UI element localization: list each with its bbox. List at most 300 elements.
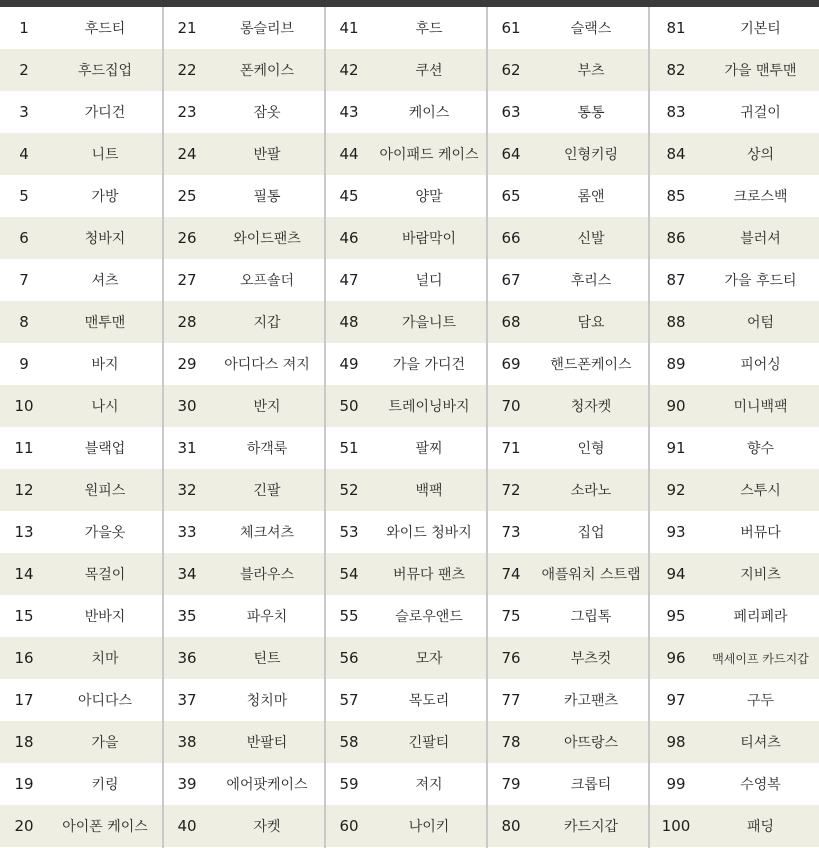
rank-number: 8 [19, 313, 29, 331]
table-row [0, 427, 162, 469]
rank-number: 81 [666, 19, 686, 37]
rank-number: 75 [501, 607, 521, 625]
keyword-label: 아뜨랑스 [563, 735, 619, 751]
rank-number: 37 [177, 691, 197, 709]
table-row [326, 679, 486, 721]
table-row [326, 175, 486, 217]
rank-number: 16 [14, 649, 34, 667]
keyword-label: 바지 [91, 357, 119, 373]
table-row [326, 133, 486, 175]
keyword-label: 틴트 [253, 651, 281, 667]
table-row [326, 427, 486, 469]
table-row [488, 7, 648, 49]
keyword-label: 카고팬츠 [563, 693, 619, 709]
keyword-label: 미니백팩 [733, 399, 788, 415]
keyword-label: 청치마 [246, 693, 288, 709]
keyword-label: 셔츠 [91, 273, 119, 289]
keyword-label: 청자켓 [570, 399, 612, 415]
rank-number: 60 [339, 817, 359, 835]
keyword-label: 긴팔티 [408, 735, 450, 751]
table-row [164, 805, 324, 847]
rank-number: 53 [339, 523, 359, 541]
keyword-label: 그립톡 [570, 609, 612, 625]
rank-number: 79 [501, 775, 521, 793]
rank-number: 52 [339, 481, 359, 499]
table-row [0, 301, 162, 343]
keyword-label: 자켓 [253, 819, 281, 835]
rank-number: 33 [177, 523, 197, 541]
rank-number: 66 [501, 229, 521, 247]
table-row [0, 721, 162, 763]
keyword-label: 나이키 [408, 819, 450, 835]
rank-number: 40 [177, 817, 197, 835]
rank-number: 100 [661, 817, 691, 835]
keyword-label: 후드티 [84, 21, 126, 37]
keyword-label: 후드집업 [77, 63, 133, 79]
keyword-label: 가디건 [84, 105, 126, 121]
keyword-label: 페리페라 [733, 609, 788, 625]
keyword-label: 에어팟케이스 [226, 777, 308, 793]
table-row [164, 343, 324, 385]
keyword-label: 부츠 [577, 63, 605, 79]
rank-number: 96 [666, 649, 686, 667]
keyword-label: 아디다스 [77, 693, 133, 709]
table-row [488, 217, 648, 259]
keyword-label: 나시 [91, 399, 119, 415]
table-row [0, 679, 162, 721]
rank-number: 97 [666, 691, 686, 709]
table-row [650, 7, 819, 49]
table-row [650, 343, 819, 385]
table-row [0, 175, 162, 217]
keyword-label: 쿠션 [415, 63, 443, 79]
table-row [0, 763, 162, 805]
ranking-column [324, 7, 486, 848]
keyword-label: 원피스 [84, 483, 126, 499]
table-row [326, 595, 486, 637]
rank-number: 3 [19, 103, 29, 121]
rank-number: 63 [501, 103, 521, 121]
rank-number: 19 [14, 775, 34, 793]
table-row [488, 385, 648, 427]
table-row [0, 217, 162, 259]
rank-number: 86 [666, 229, 686, 247]
keyword-label: 와이드팬츠 [233, 231, 301, 247]
table-row [650, 721, 819, 763]
rank-number: 5 [19, 187, 29, 205]
rank-number: 64 [501, 145, 521, 163]
rank-number: 6 [19, 229, 29, 247]
keyword-label: 반지 [253, 399, 281, 415]
table-row [0, 805, 162, 847]
table-row [488, 427, 648, 469]
keyword-label: 기본티 [740, 21, 781, 37]
keyword-label: 체크셔츠 [239, 525, 295, 541]
ranking-column [0, 7, 162, 848]
table-row [488, 301, 648, 343]
table-row [488, 679, 648, 721]
table-row [650, 679, 819, 721]
rank-number: 42 [339, 61, 359, 79]
keyword-label: 반팔티 [246, 735, 288, 751]
table-row [650, 91, 819, 133]
table-row [0, 385, 162, 427]
keyword-label: 키링 [91, 777, 119, 793]
rank-number: 22 [177, 61, 197, 79]
rank-number: 87 [666, 271, 686, 289]
keyword-label: 필통 [253, 189, 281, 205]
table-row [0, 511, 162, 553]
rank-number: 46 [339, 229, 359, 247]
keyword-label: 져지 [415, 777, 443, 793]
rank-number: 7 [19, 271, 29, 289]
table-row [326, 721, 486, 763]
keyword-label: 피어싱 [740, 357, 781, 373]
keyword-label: 블랙업 [84, 441, 126, 457]
table-row [0, 343, 162, 385]
keyword-label: 목도리 [408, 693, 450, 709]
table-row [164, 553, 324, 595]
keyword-label: 하객룩 [246, 441, 288, 457]
ranking-column [162, 7, 324, 848]
keyword-label: 인형 [577, 441, 605, 457]
rank-number: 2 [19, 61, 29, 79]
table-row [164, 7, 324, 49]
table-row [164, 217, 324, 259]
rank-number: 78 [501, 733, 521, 751]
keyword-label: 상의 [746, 147, 775, 163]
rank-number: 54 [339, 565, 359, 583]
keyword-label: 티셔츠 [740, 735, 781, 751]
rank-number: 68 [501, 313, 521, 331]
keyword-label: 블러셔 [740, 231, 781, 247]
keyword-label: 모자 [415, 651, 443, 667]
ranking-column [648, 7, 819, 848]
rank-number: 12 [14, 481, 34, 499]
table-row [326, 637, 486, 679]
table-row [0, 259, 162, 301]
rank-number: 49 [339, 355, 359, 373]
keyword-label: 와이드 청바지 [386, 525, 472, 541]
rank-number: 55 [339, 607, 359, 625]
table-row [164, 91, 324, 133]
keyword-label: 니트 [91, 147, 119, 163]
table-row [0, 637, 162, 679]
keyword-label: 후드 [415, 21, 443, 37]
rank-number: 67 [501, 271, 521, 289]
keyword-label: 크로스백 [733, 189, 788, 205]
rank-number: 95 [666, 607, 686, 625]
rank-number: 29 [177, 355, 197, 373]
table-row [164, 763, 324, 805]
table-row [488, 133, 648, 175]
table-row [164, 511, 324, 553]
table-row [488, 343, 648, 385]
keyword-label: 아이패드 케이스 [379, 147, 479, 163]
rank-number: 92 [666, 481, 686, 499]
rank-number: 20 [14, 817, 34, 835]
table-row [164, 637, 324, 679]
rank-number: 31 [177, 439, 197, 457]
rank-number: 73 [501, 523, 521, 541]
table-row [326, 511, 486, 553]
keyword-ranking-table [0, 7, 819, 848]
table-row [164, 469, 324, 511]
table-row [650, 301, 819, 343]
keyword-label: 통통 [577, 105, 605, 121]
rank-number: 27 [177, 271, 197, 289]
keyword-label: 수영복 [740, 777, 781, 793]
keyword-label: 목걸이 [84, 567, 126, 583]
rank-number: 74 [501, 565, 521, 583]
table-row [650, 175, 819, 217]
rank-number: 48 [339, 313, 359, 331]
keyword-label: 가방 [91, 189, 119, 205]
table-row [164, 595, 324, 637]
table-row [164, 427, 324, 469]
rank-number: 94 [666, 565, 686, 583]
rank-number: 43 [339, 103, 359, 121]
keyword-label: 롬앤 [577, 189, 605, 205]
rank-number: 69 [501, 355, 521, 373]
rank-number: 99 [666, 775, 686, 793]
table-row [650, 49, 819, 91]
rank-number: 89 [666, 355, 686, 373]
keyword-label: 부츠컷 [570, 651, 612, 667]
keyword-label: 인형키링 [563, 147, 619, 163]
rank-number: 18 [14, 733, 34, 751]
keyword-label: 지갑 [253, 315, 281, 331]
keyword-label: 잠옷 [253, 105, 281, 121]
table-row [488, 175, 648, 217]
rank-number: 44 [339, 145, 359, 163]
ranking-column [486, 7, 648, 848]
table-row [650, 763, 819, 805]
rank-number: 24 [177, 145, 197, 163]
rank-number: 82 [666, 61, 686, 79]
rank-number: 1 [19, 19, 29, 37]
keyword-label: 가을니트 [401, 315, 457, 331]
rank-number: 93 [666, 523, 686, 541]
table-row [488, 553, 648, 595]
keyword-label: 가을옷 [84, 525, 126, 541]
table-row [650, 469, 819, 511]
keyword-label: 패딩 [746, 819, 775, 835]
rank-number: 57 [339, 691, 359, 709]
rank-number: 38 [177, 733, 197, 751]
table-row [488, 763, 648, 805]
table-row [164, 385, 324, 427]
keyword-label: 지비츠 [740, 567, 781, 583]
rank-number: 77 [501, 691, 521, 709]
table-row [164, 679, 324, 721]
keyword-label: 트레이닝바지 [388, 399, 470, 415]
rank-number: 98 [666, 733, 686, 751]
table-row [650, 637, 819, 679]
keyword-label: 아디다스 져지 [224, 357, 310, 373]
rank-number: 91 [666, 439, 686, 457]
table-row [326, 763, 486, 805]
keyword-label: 구두 [746, 693, 775, 709]
table-row [326, 259, 486, 301]
rank-number: 59 [339, 775, 359, 793]
rank-number: 84 [666, 145, 686, 163]
keyword-label: 신발 [577, 231, 605, 247]
keyword-label: 귀걸이 [740, 105, 781, 121]
keyword-label: 팔찌 [415, 441, 443, 457]
rank-number: 34 [177, 565, 197, 583]
table-row [164, 49, 324, 91]
rank-number: 41 [339, 19, 359, 37]
rank-number: 65 [501, 187, 521, 205]
rank-number: 36 [177, 649, 197, 667]
keyword-label: 가을 후드티 [724, 273, 797, 289]
table-row [488, 805, 648, 847]
table-row [650, 427, 819, 469]
keyword-label: 가을 맨투맨 [724, 63, 797, 79]
table-row [326, 91, 486, 133]
table-row [326, 49, 486, 91]
rank-number: 11 [14, 439, 34, 457]
rank-number: 26 [177, 229, 197, 247]
keyword-label: 버뮤다 팬츠 [392, 567, 466, 583]
table-row [326, 301, 486, 343]
keyword-label: 긴팔 [253, 483, 281, 499]
table-row [650, 553, 819, 595]
keyword-label: 카드지갑 [563, 819, 619, 835]
table-row [488, 721, 648, 763]
keyword-label: 슬로우앤드 [395, 609, 463, 625]
keyword-label: 크롭티 [570, 777, 612, 793]
table-row [164, 133, 324, 175]
table-row [488, 259, 648, 301]
rank-number: 50 [339, 397, 359, 415]
table-row [650, 259, 819, 301]
table-row [326, 385, 486, 427]
keyword-label: 버뮤다 [740, 525, 781, 541]
rank-number: 80 [501, 817, 521, 835]
rank-number: 21 [177, 19, 197, 37]
table-row [0, 553, 162, 595]
rank-number: 85 [666, 187, 686, 205]
rank-number: 83 [666, 103, 686, 121]
table-row [164, 175, 324, 217]
table-row [488, 595, 648, 637]
keyword-label: 향수 [746, 441, 775, 457]
rank-number: 30 [177, 397, 197, 415]
rank-number: 88 [666, 313, 686, 331]
table-row [0, 91, 162, 133]
table-row [0, 133, 162, 175]
rank-number: 47 [339, 271, 359, 289]
keyword-label: 가을 [91, 735, 119, 751]
table-row [650, 385, 819, 427]
rank-number: 32 [177, 481, 197, 499]
keyword-label: 백팩 [415, 483, 443, 499]
table-row [164, 721, 324, 763]
rank-number: 72 [501, 481, 521, 499]
table-row [326, 553, 486, 595]
rank-number: 56 [339, 649, 359, 667]
keyword-label: 맥세이프 카드지갑 [712, 651, 809, 666]
table-row [326, 805, 486, 847]
rank-number: 14 [14, 565, 34, 583]
keyword-label: 반바지 [84, 609, 126, 625]
keyword-label: 핸드폰케이스 [550, 357, 632, 373]
keyword-label: 파우치 [246, 609, 288, 625]
rank-number: 35 [177, 607, 197, 625]
keyword-label: 담요 [577, 315, 605, 331]
keyword-label: 스투시 [740, 483, 781, 499]
rank-number: 71 [501, 439, 521, 457]
table-row [488, 469, 648, 511]
keyword-label: 청바지 [84, 231, 126, 247]
rank-number: 90 [666, 397, 686, 415]
rank-number: 13 [14, 523, 34, 541]
keyword-label: 슬랙스 [570, 21, 612, 37]
keyword-label: 어텀 [746, 315, 775, 331]
table-row [326, 217, 486, 259]
top-bar [0, 0, 819, 7]
rank-number: 70 [501, 397, 521, 415]
table-row [488, 511, 648, 553]
keyword-label: 널디 [415, 273, 443, 289]
rank-number: 23 [177, 103, 197, 121]
keyword-label: 맨투맨 [84, 315, 126, 331]
keyword-label: 오프숄더 [239, 273, 295, 289]
rank-number: 51 [339, 439, 359, 457]
rank-number: 39 [177, 775, 197, 793]
rank-number: 28 [177, 313, 197, 331]
keyword-label: 후리스 [570, 273, 612, 289]
keyword-label: 애플워치 스트랩 [541, 567, 641, 583]
rank-number: 61 [501, 19, 521, 37]
keyword-label: 반팔 [253, 147, 281, 163]
keyword-label: 롱슬리브 [239, 21, 295, 37]
rank-number: 45 [339, 187, 359, 205]
table-row [650, 595, 819, 637]
keyword-label: 케이스 [408, 105, 450, 121]
rank-number: 10 [14, 397, 34, 415]
keyword-label: 바람막이 [401, 231, 457, 247]
rank-number: 17 [14, 691, 34, 709]
rank-number: 9 [19, 355, 29, 373]
rank-number: 58 [339, 733, 359, 751]
keyword-label: 아이폰 케이스 [62, 819, 148, 835]
table-row [488, 91, 648, 133]
keyword-label: 가을 가디건 [392, 357, 466, 373]
table-row [0, 469, 162, 511]
table-row [326, 7, 486, 49]
rank-number: 76 [501, 649, 521, 667]
keyword-label: 양말 [415, 189, 443, 205]
keyword-label: 소라노 [570, 483, 612, 499]
table-row [650, 805, 819, 847]
keyword-label: 치마 [91, 651, 119, 667]
table-row [488, 49, 648, 91]
table-row [0, 49, 162, 91]
table-row [650, 133, 819, 175]
table-row [164, 301, 324, 343]
table-row [0, 595, 162, 637]
rank-number: 62 [501, 61, 521, 79]
table-row [488, 637, 648, 679]
table-row [326, 343, 486, 385]
rank-number: 15 [14, 607, 34, 625]
table-row [650, 217, 819, 259]
rank-number: 4 [19, 145, 29, 163]
rank-number: 25 [177, 187, 197, 205]
